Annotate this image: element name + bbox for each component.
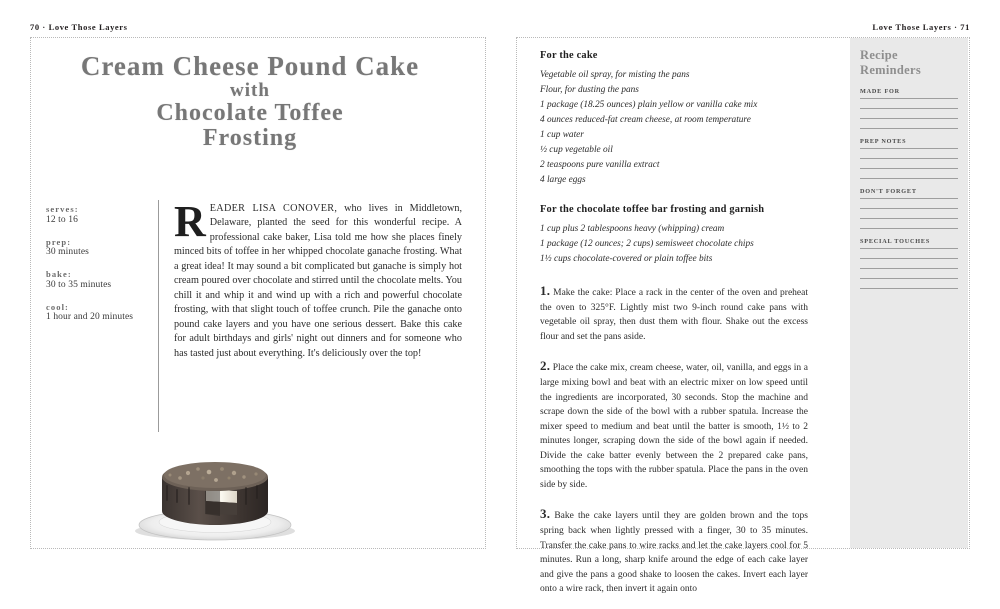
spec-bake: [46, 269, 138, 292]
spec-serves-value: 12 to 16: [46, 214, 78, 225]
spec-prep-label: prep:: [46, 236, 72, 247]
spec-bake-label: bake:: [46, 269, 72, 279]
intro-body: who lives in Middletown, Delaware, planted the seed for this wonderful recipe. A professional cake baker, Lisa told me how she places finely minced bits of toffee in her whipped chocolate ganache frosting. What a great idea! It may sound a bit complicated but ganache is simply hot cream poured over chocolate and stirred until the chocolate melts. You chill it and whip it and wind up with a rich and powerful chocolate frosting, with that slight touch of toffee crunch. Pile the ganache onto pound cake layers and you have one serious dessert. Bake this cake for adult birthdays and girls' night out dinners and for someone who has tasted just about everything. It's deliciously over the top!: [174, 203, 462, 359]
recipe-title: [38, 52, 462, 152]
intro-lead: EADER LISA CONOVER,: [209, 203, 338, 214]
write-in-line[interactable]: [860, 278, 958, 279]
step-2-number: 2.: [540, 358, 551, 374]
ingredients-heading-frosting: For the chocolate toffee bar frosting and garnish: [540, 203, 765, 215]
write-in-line[interactable]: [860, 178, 958, 179]
write-in-line[interactable]: [860, 128, 958, 129]
write-in-line[interactable]: [860, 268, 958, 269]
list-item: ½ cup vegetable oil: [540, 144, 613, 155]
recipe-title-line-1: Cream Cheese Pound Cake: [80, 51, 420, 81]
vertical-divider: [158, 200, 159, 432]
list-item: 1½ cups chocolate-covered or plain toffee bits: [540, 253, 713, 264]
ingredients-section-frosting: [540, 202, 808, 267]
left-page: [0, 0, 500, 571]
spec-serves-label: serves:: [46, 204, 79, 214]
step-1-number: 1.: [540, 282, 551, 298]
reminders-group-prep-notes: [860, 138, 958, 179]
write-in-line[interactable]: [860, 258, 958, 259]
spec-cool-label: cool:: [46, 301, 69, 312]
spec-serves: [46, 204, 138, 227]
list-item: 1 cup water: [540, 129, 584, 140]
spec-bake-value: 30 to 35 minutes: [46, 279, 112, 290]
ingredients-list-cake: [540, 68, 808, 188]
spec-prep-value: 30 minutes: [46, 247, 89, 258]
step-1-text: Make the cake: Place a rack in the center of the oven and preheat the oven to 325°F. Lightly mist two 9-inch round cake pans with vegetable oil spray, then dust them with flour. Shake out the excess flour and set the pans aside.: [540, 287, 808, 342]
step-1: [540, 281, 808, 344]
recipe-specs: [46, 204, 138, 334]
list-item: 4 ounces reduced-fat cream cheese, at room temperature: [540, 114, 751, 125]
reminders-label-made-for: MADE FOR: [860, 88, 900, 95]
step-2: [540, 356, 808, 492]
step-3-number: 3.: [540, 506, 551, 522]
reminders-group-dont-forget: [860, 188, 958, 229]
recipe-title-line-2: with: [230, 79, 270, 101]
list-item: 1 package (18.25 ounces) plain yellow or vanilla cake mix: [540, 99, 758, 110]
write-in-line[interactable]: [860, 98, 958, 99]
drop-cap: R: [174, 197, 206, 246]
write-in-line[interactable]: [860, 108, 958, 109]
write-in-line[interactable]: [860, 218, 958, 219]
running-head-right: Love Those Layers · 71: [872, 22, 970, 32]
recipe-title-line-4: Frosting: [202, 125, 298, 152]
list-item: 2 teaspoons pure vanilla extract: [540, 159, 660, 170]
write-in-line[interactable]: [860, 158, 958, 159]
recipe-body: [540, 48, 808, 609]
ingredients-list-frosting: [540, 222, 808, 267]
ingredients-section-cake: [540, 48, 808, 188]
spec-cool: [46, 302, 138, 325]
list-item: Flour, for dusting the pans: [540, 84, 639, 95]
write-in-line[interactable]: [860, 288, 958, 289]
list-item: 1 package (12 ounces; 2 cups) semisweet chocolate chips: [540, 238, 754, 249]
intro-text: [174, 197, 462, 361]
list-item: 4 large eggs: [540, 174, 586, 185]
reminders-group-made-for: [860, 88, 958, 129]
spec-cool-value: 1 hour and 20 minutes: [46, 312, 134, 323]
ingredients-heading-cake: For the cake: [540, 50, 598, 61]
reminders-label-prep-notes: PREP NOTES: [860, 138, 907, 145]
write-in-line[interactable]: [860, 228, 958, 229]
list-item: 1 cup plus 2 tablespoons heavy (whipping) cream: [540, 223, 725, 234]
recipe-reminders-panel: [850, 38, 968, 548]
write-in-line[interactable]: [860, 118, 958, 119]
step-3-text: Bake the cake layers until they are golden brown and the tops spring back when lightly pressed with a finger, 30 to 35 minutes. Transfer the cake pans to wire racks and let the cake layers cool for 5 minutes. Run a long, sharp knife around the edge of each cake layer and give the pans a good shake to loosen the cakes. Invert each layer onto a wire rack, then invert it again onto: [540, 511, 808, 595]
write-in-line[interactable]: [860, 198, 958, 199]
write-in-line[interactable]: [860, 208, 958, 209]
spec-prep: [46, 237, 138, 260]
step-2-text: Place the cake mix, cream cheese, water, oil, vanilla, and eggs in a large mixing bowl and beat with an electric mixer on low speed until the ingredients are incorporated, 30 seconds. Stop the machine and scrape down the side of the bowl with a rubber spatula. Increase the mixer speed to medium and beat until the batter is smooth, 1½ to 2 minutes longer, scraping down the side of the bowl again if needed. Divide the cake batter evenly between the 2 prepared cake pans, smoothing the tops with the rubber spatula. Place the pans in the oven side by side.: [540, 363, 808, 490]
reminders-label-special-touches: SPECIAL TOUCHES: [860, 238, 931, 245]
list-item: Vegetable oil spray, for misting the pans: [540, 69, 690, 80]
reminders-label-dont-forget: DON'T FORGET: [860, 188, 917, 195]
recipe-reminders-title: Recipe Reminders: [860, 48, 922, 77]
write-in-line[interactable]: [860, 248, 958, 249]
write-in-line[interactable]: [860, 168, 958, 169]
right-page: [500, 0, 1000, 595]
recipe-title-line-3: Chocolate Toffee: [156, 99, 344, 126]
write-in-line[interactable]: [860, 148, 958, 149]
step-3: [540, 504, 808, 597]
cake-illustration: [110, 415, 320, 545]
running-head-left: 70 · Love Those Layers: [30, 22, 128, 32]
reminders-group-special-touches: [860, 238, 958, 289]
